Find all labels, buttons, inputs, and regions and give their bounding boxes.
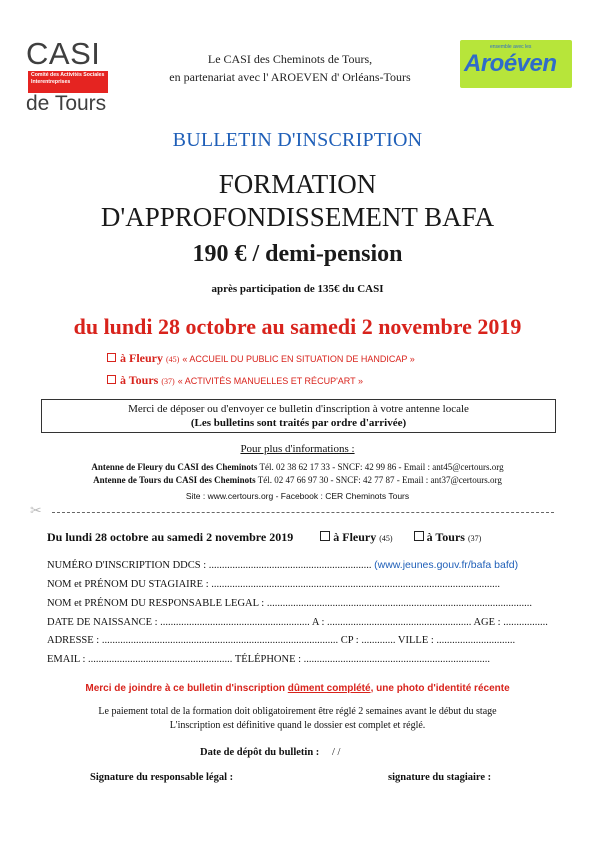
field-adresse-label: ADRESSE : [47, 635, 100, 646]
join-notice-underlined: dûment complété [287, 683, 371, 694]
info-title: Pour plus d'informations : [240, 443, 355, 455]
info-tours-contact: Tél. 02 47 66 97 30 - SNCF: 42 77 87 - Email : ant37@certours.org [257, 475, 502, 485]
choice-fleury-dept: (45) [166, 355, 180, 364]
participation-note: après participation de 135€ du CASI [211, 283, 384, 295]
field-responsable-label: NOM et PRÉNOM DU RESPONSABLE LEGAL : [47, 598, 265, 609]
info-tours-name: Antenne de Tours du CASI des Cheminots [93, 475, 256, 485]
header-line-1: Le CASI des Cheminots de Tours, [207, 52, 373, 66]
choice-fleury[interactable] [107, 351, 415, 366]
form-checkbox-fleury[interactable] [320, 531, 330, 541]
payment-line-2: L'inscription est définitive quand le dossier est complet et réglé. [169, 720, 426, 731]
field-responsable[interactable]: NOM et PRÉNOM DU RESPONSABLE LEGAL : ..................................................................................................... [47, 598, 532, 609]
field-telephone-label: TÉLÉPHONE : [234, 654, 302, 665]
form-choice-tours-label: à Tours [426, 530, 465, 544]
field-adresse[interactable]: ADRESSE : .......................................................................................... CP : ............. VILLE : .............................. [47, 635, 516, 646]
form-checkbox-tours[interactable] [414, 531, 424, 541]
form-header [47, 530, 567, 545]
field-naissance-label: DATE DE NAISSANCE : [47, 617, 158, 628]
notice-line-2: (Les bulletins sont traités par ordre d'arrivée) [190, 417, 407, 429]
signature-responsable: Signature du responsable légal : [90, 772, 234, 783]
info-fleury-contact: Tél. 02 38 62 17 33 - SNCF: 42 99 86 - Email : ant45@certours.org [259, 462, 504, 472]
notice-line-1: Merci de déposer ou d'envoyer ce bulletin d'inscription à votre antenne locale [128, 403, 469, 415]
casi-logo-band: Comité des Activités Sociales Interentreprises [28, 71, 108, 93]
casi-logo-word: CASI [26, 36, 101, 71]
depot-date[interactable] [200, 747, 340, 758]
aroeven-logo [460, 40, 572, 88]
field-ddcs[interactable]: NUMÉRO D'INSCRIPTION DDCS : .............................................................. (www.jeunes.gouv.fr/bafa bafd) [47, 559, 519, 571]
choice-tours-label: à Tours [120, 373, 159, 387]
field-ddcs-link[interactable]: (www.jeunes.gouv.fr/bafa bafd) [374, 559, 519, 571]
field-stagiaire[interactable]: NOM et PRÉNOM DU STAGIAIRE : .............................................................................................................. [47, 579, 500, 590]
signature-stagiaire: signature du stagiaire : [388, 772, 492, 783]
form-choice-tours[interactable] [414, 530, 482, 544]
field-stagiaire-label: NOM et PRÉNOM DU STAGIAIRE : [47, 579, 209, 590]
price: 190 € / demi-pension [192, 241, 403, 267]
aroeven-logo-tagline: ensemble avec les [490, 44, 532, 50]
info-site: Site : www.certours.org - Facebook : CER Cheminots Tours [185, 491, 410, 501]
field-email-label: EMAIL : [47, 654, 86, 665]
scissors-icon: ✂ [30, 504, 42, 519]
form-choice-tours-dept: (37) [467, 534, 482, 543]
notice-box [41, 399, 556, 433]
cut-line [52, 512, 554, 513]
depot-date-slashes: / / [331, 747, 341, 758]
payment-line-1: Le paiement total de la formation doit obligatoirement être réglé 2 semaines avant le début du stage [98, 706, 497, 717]
form-header-dates: Du lundi 28 octobre au samedi 2 novembre 2019 [47, 530, 294, 544]
header-text [130, 50, 450, 86]
bulletin-title: BULLETIN D'INSCRIPTION [172, 129, 423, 151]
choice-tours-dept: (37) [161, 377, 175, 386]
info-fleury [0, 461, 595, 473]
field-cp-label: CP : [340, 635, 359, 646]
field-ville-label: VILLE : [397, 635, 434, 646]
choice-fleury-label: à Fleury [120, 351, 163, 365]
field-naissance[interactable]: DATE DE NAISSANCE : ......................................................... A : ....................................................... AGE : ................. [47, 617, 548, 628]
field-age-label: AGE : [473, 617, 501, 628]
header-line-2: en partenariat avec l' AROEVEN d' Orléans-Tours [169, 70, 411, 84]
field-email[interactable]: EMAIL : ....................................................... TÉLÉPHONE : ....................................................................... [47, 654, 491, 665]
choice-tours-theme: « ACTIVITÉS MANUELLES ET RÉCUP'ART » [177, 376, 363, 386]
formation-title-line-1: FORMATION [218, 169, 377, 199]
join-notice-before: Merci de joindre à ce bulletin d'inscription [85, 683, 288, 694]
info-fleury-name: Antenne de Fleury du CASI des Cheminots [91, 462, 258, 472]
info-tours [0, 474, 595, 486]
casi-logo-city: de Tours [26, 92, 107, 115]
checkbox-tours[interactable] [107, 375, 116, 384]
checkbox-fleury[interactable] [107, 353, 116, 362]
form-choice-fleury-label: à Fleury [333, 530, 377, 544]
payment-notice [0, 705, 595, 733]
choice-tours[interactable] [107, 373, 363, 388]
join-notice-after: , une photo d'identité récente [370, 683, 510, 694]
form-choice-fleury-dept: (45) [379, 534, 393, 543]
formation-title [0, 168, 595, 234]
choice-fleury-theme: « ACCUEIL DU PUBLIC EN SITUATION DE HANDICAP » [182, 354, 415, 364]
join-photo-notice [0, 683, 595, 694]
formation-title-line-2: D'APPROFONDISSEMENT BAFA [100, 202, 495, 232]
aroeven-logo-word: Aroéven [464, 50, 557, 77]
field-ddcs-label: NUMÉRO D'INSCRIPTION DDCS : [47, 560, 207, 571]
session-dates: du lundi 28 octobre au samedi 2 novembre 2019 [73, 314, 522, 339]
depot-date-label: Date de dépôt du bulletin : [200, 747, 320, 758]
field-a-label: A : [311, 617, 325, 628]
casi-logo [22, 38, 118, 116]
form-choice-fleury[interactable] [320, 530, 392, 544]
